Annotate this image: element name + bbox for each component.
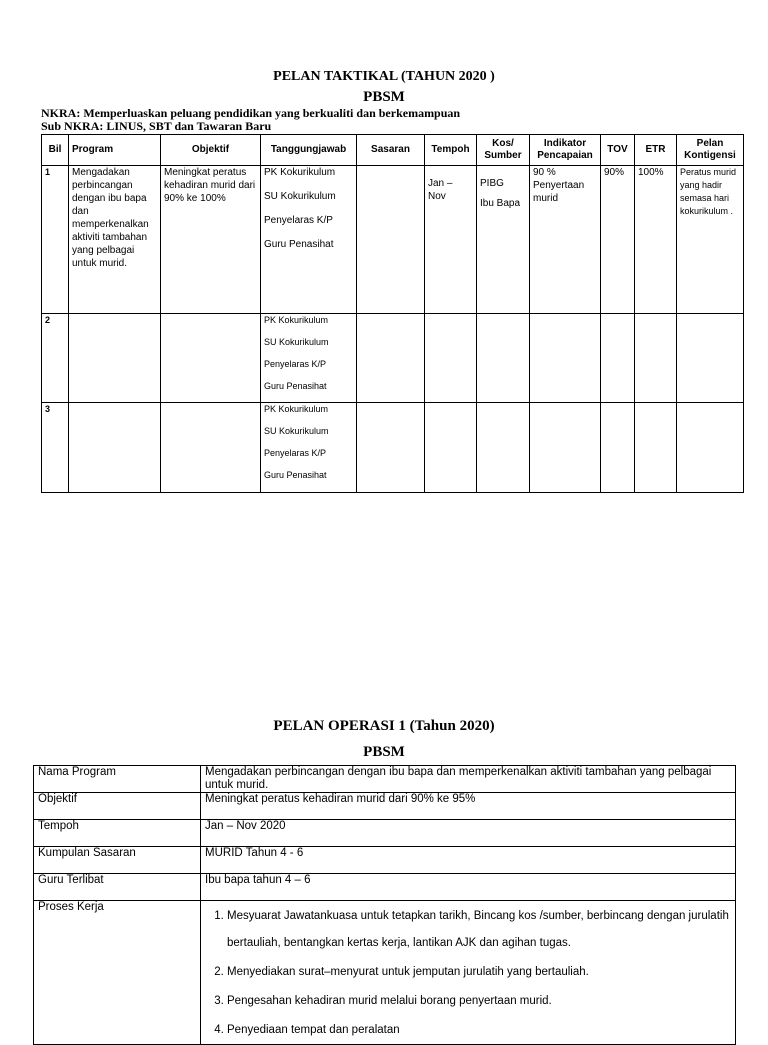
row-label: Guru Terlibat (34, 874, 201, 901)
nkra-block (41, 107, 460, 133)
row-value: MURID Tahun 4 - 6 (201, 847, 736, 874)
col-header: Tanggungjawab (261, 135, 357, 166)
indikator-cell (530, 403, 601, 493)
sasaran-cell (357, 403, 425, 493)
tempoh-cell: Jan – Nov (425, 166, 477, 314)
objektif-cell (161, 403, 261, 493)
role-item: PK Kokurikulum (264, 404, 329, 414)
table-row (34, 847, 736, 874)
tactical-title: PELAN TAKTIKAL (TAHUN 2020 ) (273, 69, 495, 84)
list-item: 1. Mesyuarat Jawatankuasa untuk tetapkan tarikh, Bincang kos /sumber, berbincang dengan jurulatih bertauliah, bentangkan kertas kerja, lantikan AJK dan agihan tugas. (227, 903, 731, 957)
role-item: Guru Penasihat (264, 381, 327, 391)
col-header: Objektif (161, 135, 261, 166)
process-cell (201, 901, 736, 1045)
table-row (34, 766, 736, 793)
role-item: Penyelaras K/P (264, 215, 333, 226)
operation-table (33, 765, 736, 1045)
table-row (42, 314, 744, 403)
etr-cell: 100% (635, 166, 677, 314)
row-label: Kumpulan Sasaran (34, 847, 201, 874)
col-header: Indikator Pencapaian (530, 135, 601, 166)
role-item: SU Kokurikulum (264, 191, 336, 202)
table-row (34, 874, 736, 901)
tempoh-cell (425, 314, 477, 403)
row-label: Tempoh (34, 820, 201, 847)
row-value: Mengadakan perbincangan dengan ibu bapa dan memperkenalkan aktiviti tambahan yang pelbagai untuk murid. (201, 766, 736, 793)
kos-cell (477, 403, 530, 493)
program-cell (69, 403, 161, 493)
role-item: Penyelaras K/P (264, 448, 327, 458)
col-header: Sasaran (357, 135, 425, 166)
indikator-cell: 90 % Penyertaan murid (530, 166, 601, 314)
kontigensi-cell (677, 314, 744, 403)
row-label: Nama Program (34, 766, 201, 793)
sasaran-cell (357, 314, 425, 403)
col-header: Bil (42, 135, 69, 166)
tactical-table (41, 134, 744, 493)
row-value: Jan – Nov 2020 (201, 820, 736, 847)
role-item: PK Kokurikulum (264, 167, 336, 178)
row-label: Objektif (34, 793, 201, 820)
col-header: Pelan Kontigensi (677, 135, 744, 166)
kos-cell (477, 166, 530, 314)
table-row (34, 820, 736, 847)
table-row (34, 793, 736, 820)
row-value: Meningkat peratus kehadiran murid dari 90% ke 95% (201, 793, 736, 820)
bil-cell: 2 (42, 314, 69, 403)
tanggungjawab-cell (261, 166, 357, 314)
col-header: TOV (601, 135, 635, 166)
program-cell: Mengadakan perbincangan dengan ibu bapa dan memperkenalkan aktiviti tambahan yang pelbagai untuk murid. (69, 166, 161, 314)
col-header: Program (69, 135, 161, 166)
kontigensi-cell: Peratus murid yang hadir semasa hari kokurikulum . (677, 166, 744, 314)
table-row (42, 403, 744, 493)
table-row (34, 901, 736, 1045)
bil-cell: 3 (42, 403, 69, 493)
list-item: 3. Pengesahan kehadiran murid melalui borang penyertaan murid. (227, 988, 731, 1015)
kos-item: PIBG (480, 178, 504, 189)
objektif-cell (161, 314, 261, 403)
operation-unit: PBSM (363, 744, 405, 760)
role-item: Guru Penasihat (264, 470, 327, 480)
process-list (205, 903, 731, 1044)
nkra-line: NKRA: Memperluaskan peluang pendidikan yang berkualiti dan berkemampuan (41, 106, 461, 120)
kontigensi-cell (677, 403, 744, 493)
list-item: 2. Menyediakan surat–menyurat untuk jemputan jurulatih yang bertauliah. (227, 959, 731, 986)
kos-cell (477, 314, 530, 403)
indikator-cell (530, 314, 601, 403)
sasaran-cell (357, 166, 425, 314)
tanggungjawab-cell (261, 403, 357, 493)
col-header: Tempoh (425, 135, 477, 166)
col-header: ETR (635, 135, 677, 166)
role-item: SU Kokurikulum (264, 426, 329, 436)
tactical-unit: PBSM (363, 89, 405, 105)
etr-cell (635, 403, 677, 493)
role-item: PK Kokurikulum (264, 315, 329, 325)
row-value: Ibu bapa tahun 4 – 6 (201, 874, 736, 901)
role-item: Guru Penasihat (264, 239, 334, 250)
tov-cell (601, 314, 635, 403)
tempoh-cell (425, 403, 477, 493)
role-item: Penyelaras K/P (264, 359, 327, 369)
operation-title: PELAN OPERASI 1 (Tahun 2020) (273, 718, 495, 734)
col-header: Kos/ Sumber (477, 135, 530, 166)
role-item: SU Kokurikulum (264, 337, 329, 347)
tov-cell (601, 403, 635, 493)
tov-cell: 90% (601, 166, 635, 314)
sub-nkra-line: Sub NKRA: LINUS, SBT dan Tawaran Baru (41, 119, 272, 133)
kos-item: Ibu Bapa (480, 198, 521, 209)
tactical-header-row (42, 135, 744, 166)
objektif-cell: Meningkat peratus kehadiran murid dari 90% ke 100% (161, 166, 261, 314)
etr-cell (635, 314, 677, 403)
program-cell (69, 314, 161, 403)
bil-cell: 1 (42, 166, 69, 314)
list-item: 4. Penyediaan tempat dan peralatan (227, 1017, 731, 1044)
row-label: Proses Kerja (34, 901, 201, 1045)
table-row (42, 166, 744, 314)
tanggungjawab-cell (261, 314, 357, 403)
